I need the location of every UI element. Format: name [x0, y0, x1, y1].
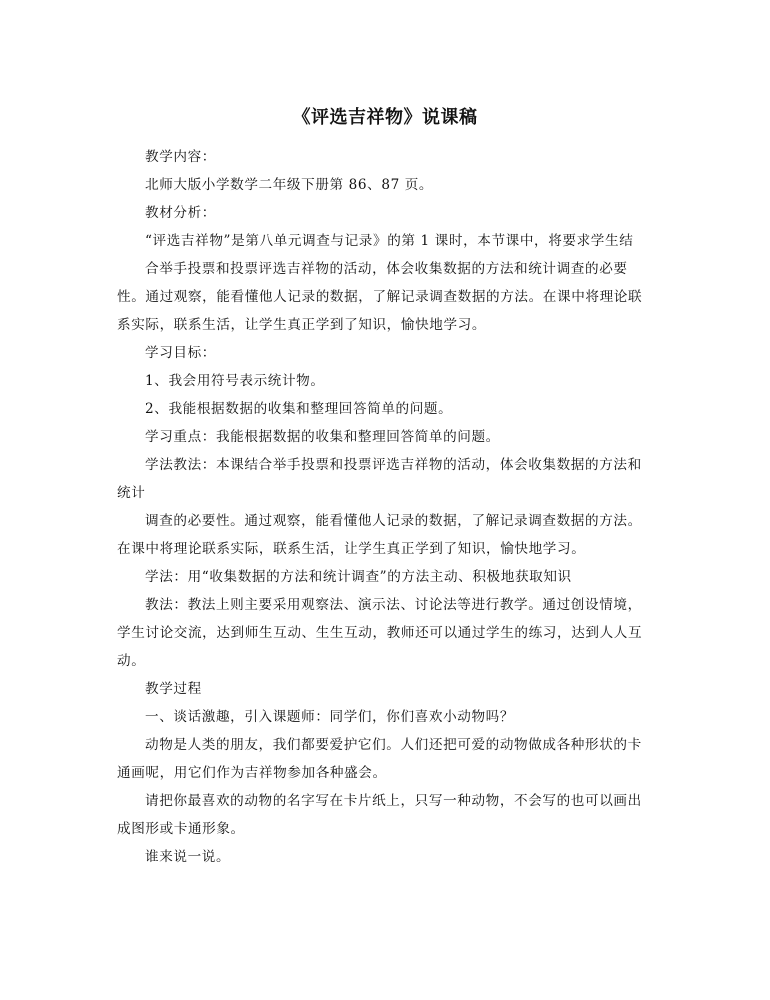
- paragraph-teaching-content-heading: 教学内容：: [145, 149, 216, 165]
- document-title: 《评选吉祥物》说课稿: [292, 107, 478, 128]
- document-body: [117, 143, 647, 871]
- paragraph-material-analysis-heading: 教材分析：: [145, 205, 216, 221]
- paragraph-textbook-pages: 北师大版小学数学二年级下册第 86、87 页。: [145, 177, 434, 193]
- paragraph-teaching-method: 教法：教法上则主要采用观察法、演示法、讨论法等进行教学。通过创设情境，学生讨论交流，达到师生互动、生生互动，教师还可以通过学生的练习，达到人人互动。: [117, 597, 643, 669]
- paragraph-material-analysis-intro: “评选吉祥物”是第八单元调查与记录》的第 1 课时，本节课中，将要求学生结: [145, 233, 634, 249]
- paragraph-material-analysis-body: 合举手投票和投票评选吉祥物的活动，体会收集数据的方法和统计调查的必要性。通过观察，能看懂他人记录的数据，了解记录调查数据的方法。在课中将理论联系实际，联系生活，让学生真正学到了知识，愉快地学习。: [117, 261, 643, 333]
- paragraph-teaching-process-heading: 教学过程: [145, 681, 202, 697]
- paragraph-learning-goals-heading: 学习目标：: [145, 345, 216, 361]
- paragraph-key-point: 学习重点：我能根据数据的收集和整理回答简单的问题。: [145, 429, 500, 445]
- paragraph-write-card: 请把你最喜欢的动物的名字写在卡片纸上，只写一种动物，不会写的也可以画出成图形或卡通形象。: [117, 793, 642, 837]
- paragraph-learning-method: 学法：用“收集数据的方法和统计调查”的方法主动、积极地获取知识: [145, 569, 572, 585]
- paragraph-step-1: 一、谈话激趣，引入课题师：同学们，你们喜欢小动物吗？: [145, 709, 515, 725]
- paragraph-animals-friends: 动物是人类的朋友，我们都要爱护它们。人们还把可爱的动物做成各种形状的卡通画呢，用它们作为吉祥物参加各种盛会。: [117, 737, 642, 781]
- paragraph-methods-body: 调查的必要性。通过观察，能看懂他人记录的数据，了解记录调查数据的方法。在课中将理论联系实际，联系生活，让学生真正学到了知识，愉快地学习。: [117, 513, 642, 557]
- paragraph-methods-intro: 学法教法：本课结合举手投票和投票评选吉祥物的活动，体会收集数据的方法和统计: [117, 457, 642, 501]
- paragraph-who-speaks: 谁来说一说。: [145, 849, 231, 865]
- paragraph-goal-2: 2、我能根据数据的收集和整理回答简单的问题。: [145, 401, 453, 417]
- paragraph-goal-1: 1、我会用符号表示统计物。: [145, 373, 325, 389]
